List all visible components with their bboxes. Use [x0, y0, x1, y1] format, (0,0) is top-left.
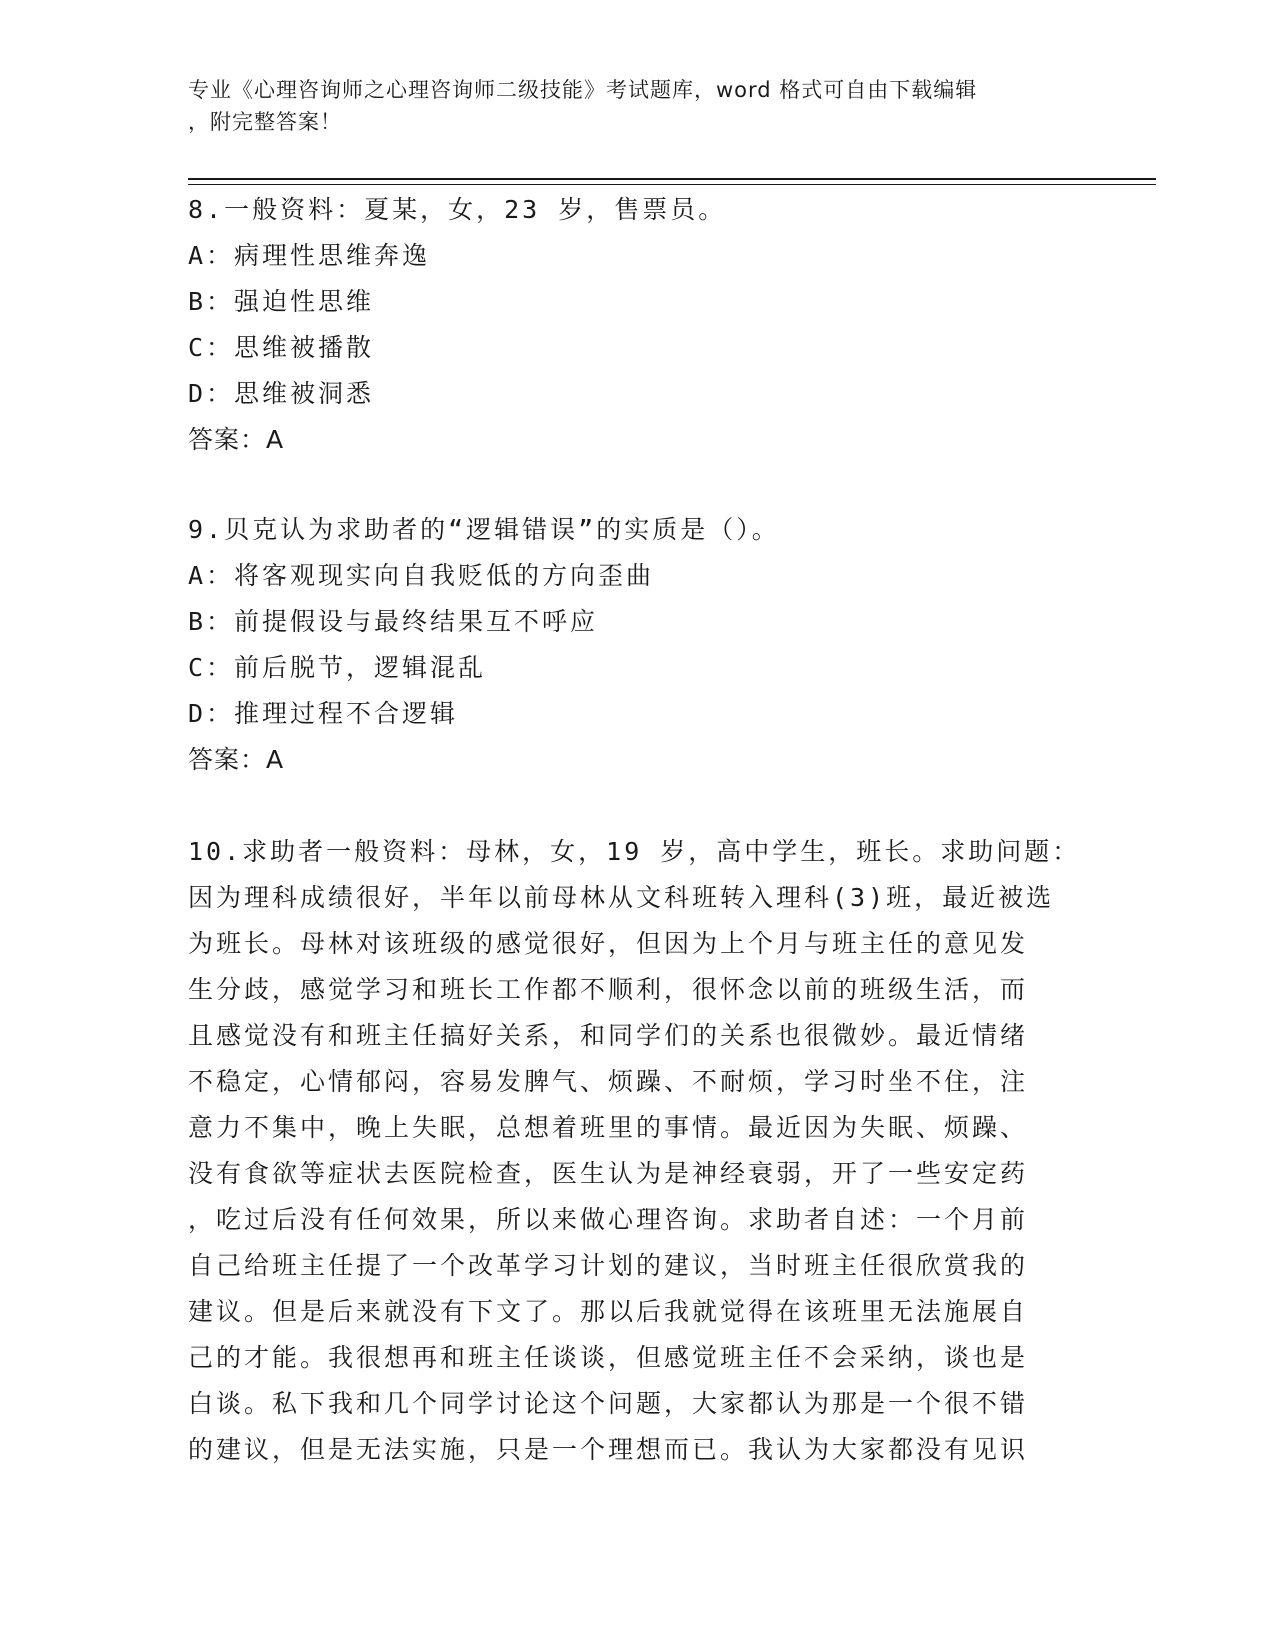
- option-a: A：将客观现实向自我贬低的方向歪曲: [188, 561, 655, 590]
- page-header: [188, 74, 1068, 138]
- answer: 答案：A: [188, 745, 285, 774]
- question-stem: 8.一般资料：夏某，女，23 岁，售票员。: [188, 195, 727, 224]
- header-rule-thin: [188, 184, 1156, 185]
- option-c: C：前后脱节，逻辑混乱: [188, 653, 487, 682]
- question-8: [188, 187, 1068, 463]
- spacer: [188, 783, 1068, 829]
- stem-line: ，吃过后没有任何效果，所以来做心理咨询。求助者自述：一个月前: [188, 1205, 1029, 1234]
- question-9: [188, 507, 1068, 783]
- stem-line: 不稳定，心情郁闷，容易发脾气、烦躁、不耐烦，学习时坐不住，注: [188, 1067, 1029, 1096]
- header-line-2: ，附完整答案！: [188, 110, 342, 134]
- option-b: B：前提假设与最终结果互不呼应: [188, 607, 599, 636]
- answer: 答案：A: [188, 425, 285, 454]
- header-line-1: 专业《心理咨询师之心理咨询师二级技能》考试题库，word 格式可自由下载编辑: [188, 78, 978, 102]
- stem-line: 且感觉没有和班主任搞好关系，和同学们的关系也很微妙。最近情绪: [188, 1021, 1029, 1050]
- stem-line: 没有食欲等症状去医院检查，医生认为是神经衰弱，开了一些安定药: [188, 1159, 1029, 1188]
- stem-line: 生分歧，感觉学习和班长工作都不顺利，很怀念以前的班级生活，而: [188, 975, 1029, 1004]
- stem-line: 自己给班主任提了一个改革学习计划的建议，当时班主任很欣赏我的: [188, 1251, 1029, 1280]
- option-a: A：病理性思维奔逸: [188, 241, 431, 270]
- stem-line: 意力不集中，晚上失眠，总想着班里的事情。最近因为失眠、烦躁、: [188, 1113, 1029, 1142]
- stem-line: 白谈。私下我和几个同学讨论这个问题，大家都认为那是一个很不错: [188, 1389, 1029, 1418]
- stem-line: 己的才能。我很想再和班主任谈谈，但感觉班主任不会采纳，谈也是: [188, 1343, 1029, 1372]
- spacer: [188, 463, 1068, 507]
- stem-line: 10.求助者一般资料：母林，女，19 岁，高中学生，班长。求助问题：: [188, 837, 1081, 866]
- stem-line: 因为理科成绩很好，半年以前母林从文科班转入理科(3)班，最近被选: [188, 883, 1055, 912]
- option-d: D：思维被洞悉: [188, 379, 375, 408]
- stem-line: 为班长。母林对该班级的感觉很好，但因为上个月与班主任的意见发: [188, 929, 1029, 958]
- question-list: [188, 187, 1081, 1473]
- header-rule-thick: [188, 178, 1156, 180]
- question-10: [188, 829, 1081, 1473]
- option-b: B：强迫性思维: [188, 287, 375, 316]
- stem-line: 建议。但是后来就没有下文了。那以后我就觉得在该班里无法施展自: [188, 1297, 1029, 1326]
- option-d: D：推理过程不合逻辑: [188, 699, 459, 728]
- option-c: C：思维被播散: [188, 333, 375, 362]
- stem-line: 的建议，但是无法实施，只是一个理想而已。我认为大家都没有见识: [188, 1435, 1029, 1464]
- question-stem: 9.贝克认为求助者的“逻辑错误”的实质是（）。: [188, 515, 780, 544]
